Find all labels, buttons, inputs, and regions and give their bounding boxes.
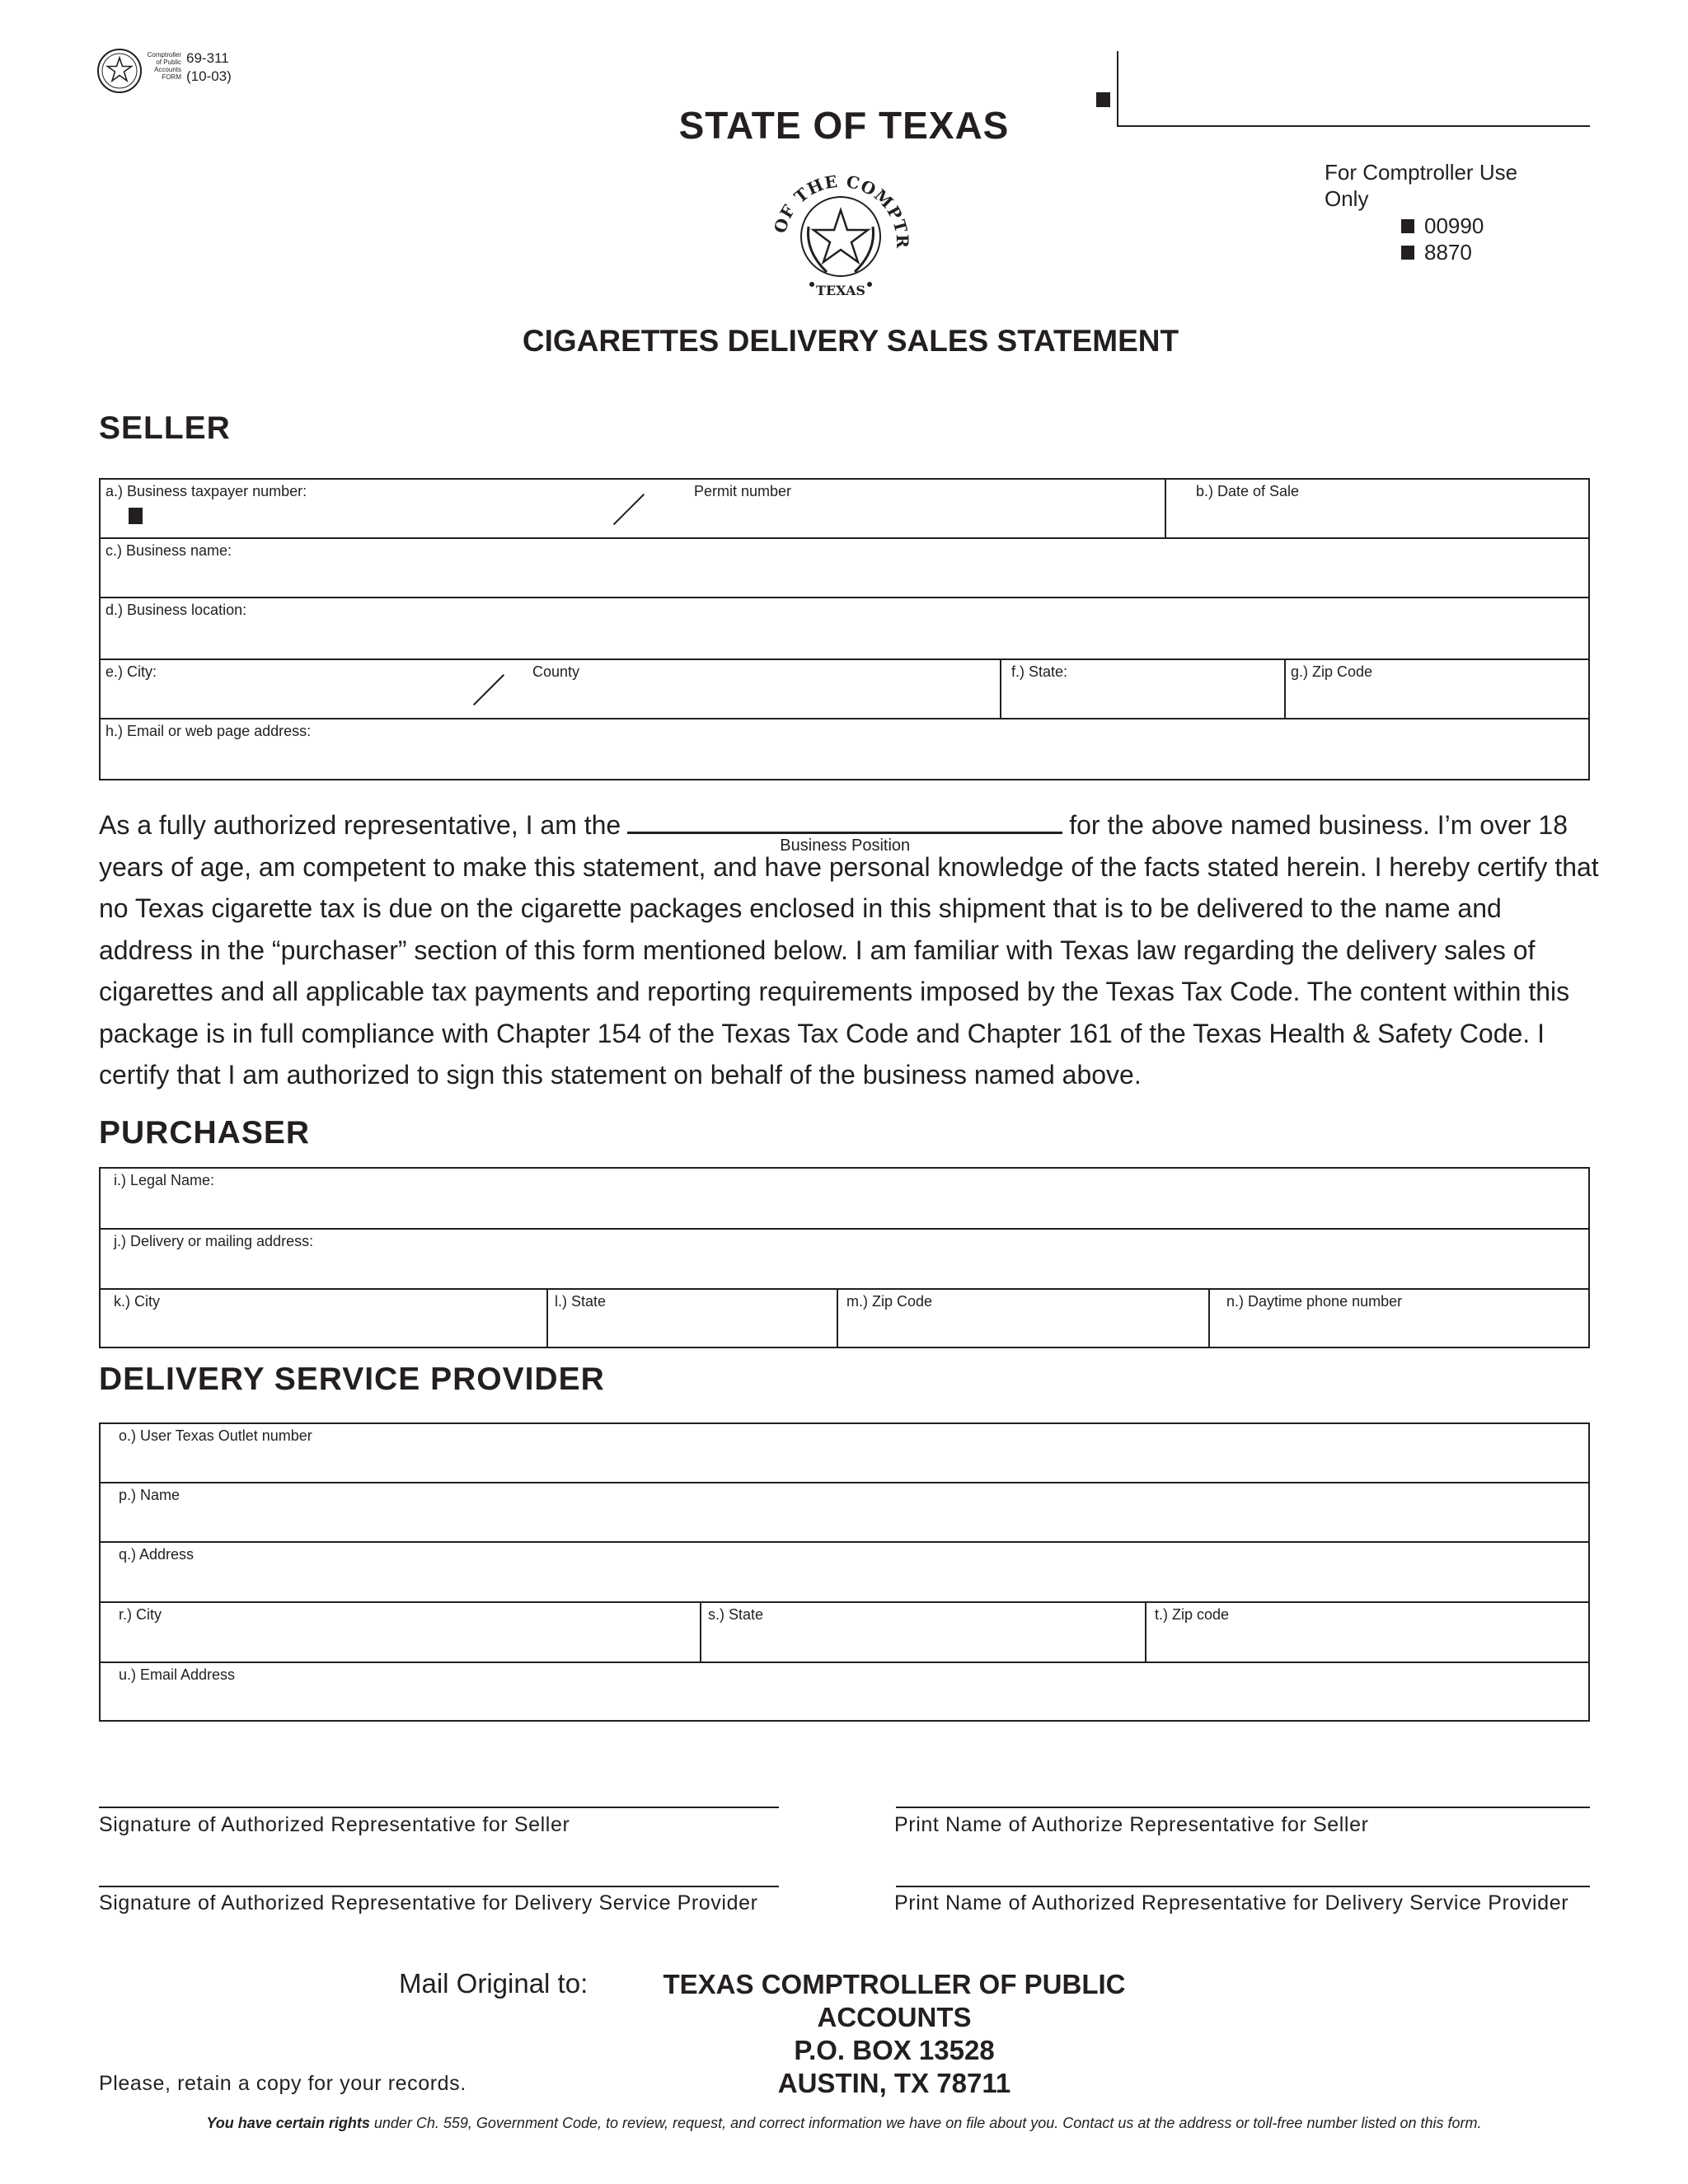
purchaser-state-field[interactable]	[548, 1290, 838, 1347]
registration-marker	[1096, 92, 1110, 107]
code-value: 8870	[1424, 240, 1472, 265]
retain-copy-note: Please, retain a copy for your records.	[99, 2072, 467, 2095]
logo-label	[142, 51, 181, 81]
form-revision: (10-03)	[186, 68, 232, 84]
code-value: 00990	[1424, 213, 1484, 238]
provider-form	[99, 1422, 1590, 1722]
daytime-phone-field[interactable]	[1210, 1290, 1588, 1347]
provider-print-name-label: Print Name of Authorized Representative for Delivery Service Provider	[894, 1891, 1569, 1915]
business-position-label: Business Position	[780, 837, 911, 855]
business-name-label: c.) Business name:	[106, 542, 232, 559]
delivery-address-label: j.) Delivery or mailing address:	[114, 1233, 314, 1249]
zip-code-label: t.) Zip code	[1155, 1606, 1230, 1623]
date-of-sale-label: b.) Date of Sale	[1196, 483, 1300, 499]
seal-text-top: OF THE COMPTR	[770, 171, 913, 250]
city-label: k.) City	[114, 1293, 160, 1310]
business-position-field[interactable]	[627, 809, 1062, 855]
business-name-field[interactable]	[101, 539, 1588, 598]
seller-zip-field[interactable]	[1286, 660, 1588, 719]
outlet-number-field[interactable]	[101, 1424, 1588, 1483]
logo-label-line: Comptroller	[147, 51, 181, 59]
purchaser-form	[99, 1167, 1590, 1348]
mail-original-label: Mail Original to:	[399, 1968, 588, 1999]
purchaser-zip-field[interactable]	[838, 1290, 1210, 1347]
provider-signature-label: Signature of Authorized Representative for Delivery Service Provider	[99, 1891, 758, 1915]
zip-code-label: m.) Zip Code	[846, 1293, 933, 1310]
seller-form	[99, 478, 1590, 780]
field-marker	[129, 508, 143, 524]
state-label: l.) State	[555, 1293, 607, 1310]
rights-bold-text: You have certain rights	[206, 2115, 370, 2131]
privacy-rights-notice	[0, 2115, 1688, 2132]
divider-slash	[473, 674, 504, 705]
seal-text-bottom: TEXAS	[816, 283, 865, 298]
seller-print-name-label: Print Name of Authorize Representative for Seller	[894, 1813, 1369, 1836]
seller-signature-label: Signature of Authorized Representative for Seller	[99, 1813, 570, 1836]
logo-label-line: FORM	[162, 73, 181, 81]
outlet-number-label: o.) User Texas Outlet number	[119, 1427, 312, 1444]
city-county-field[interactable]	[101, 660, 1001, 719]
taxpayer-permit-field[interactable]	[101, 480, 1166, 539]
statement-body: for the above named business. I’m over 18 years of age, am competent to make this statement, and have personal knowledge of the facts stated herein. I hereby certify that no Texas cigarette tax is due on the cigarette packages enclosed in this shipment that is to be delivered to the name and address in the “purchaser” section of this form mentioned below. I am familiar with Texas law regarding the delivery sales of cigarettes and all applicable tax payments and reporting requirements imposed by the Texas Tax Code. The content within this package is in full compliance with Chapter 154 of the Texas Tax Code and Chapter 161 of the Texas Health & Safety Code. I certify that I am authorized to sign this statement on behalf of the business named above.	[99, 810, 1599, 1090]
comptroller-code	[1401, 213, 1484, 239]
comptroller-seal	[762, 161, 919, 305]
logo-label-line: Accounts	[154, 66, 181, 73]
statement-lead: As a fully authorized representative, I am the	[99, 810, 621, 840]
seller-signature-line[interactable]	[99, 1807, 779, 1808]
provider-name-field[interactable]	[101, 1483, 1588, 1543]
provider-print-name-line[interactable]	[896, 1886, 1590, 1887]
star-icon	[814, 210, 868, 262]
provider-signature-line[interactable]	[99, 1886, 779, 1887]
comptroller-use-label: For Comptroller Use Only	[1325, 160, 1518, 211]
comptroller-code	[1401, 239, 1472, 265]
divider-slash	[613, 494, 645, 525]
legal-name-field[interactable]	[101, 1169, 1588, 1230]
provider-email-field[interactable]	[101, 1663, 1588, 1720]
address-line: AUSTIN, TX 78711	[777, 2068, 1011, 2098]
form-title: CIGARETTES DELIVERY SALES STATEMENT	[522, 324, 1179, 358]
form-number-block	[186, 49, 232, 86]
provider-section-title: DELIVERY SERVICE PROVIDER	[99, 1361, 605, 1397]
address-line: P.O. BOX 13528	[794, 2035, 995, 2065]
daytime-phone-label: n.) Daytime phone number	[1226, 1293, 1403, 1310]
provider-address-field[interactable]	[101, 1543, 1588, 1603]
business-location-field[interactable]	[101, 598, 1588, 660]
city-label: r.) City	[119, 1606, 162, 1623]
purchaser-section-title: PURCHASER	[99, 1115, 311, 1151]
legal-name-label: i.) Legal Name:	[114, 1172, 215, 1188]
code-marker	[1401, 219, 1414, 233]
business-location-label: d.) Business location:	[106, 602, 247, 618]
provider-state-field[interactable]	[701, 1603, 1146, 1663]
seller-state-field[interactable]	[1001, 660, 1286, 719]
seller-section-title: SELLER	[99, 410, 231, 446]
authorization-statement	[99, 804, 1599, 1096]
seller-print-name-line[interactable]	[896, 1807, 1590, 1808]
provider-name-label: p.) Name	[119, 1487, 181, 1503]
zip-code-label: g.) Zip Code	[1291, 663, 1373, 680]
provider-address-label: q.) Address	[119, 1546, 195, 1563]
comptroller-stamp-hline	[1118, 125, 1590, 127]
date-of-sale-field[interactable]	[1166, 480, 1588, 539]
county-label: County	[532, 663, 580, 680]
state-label: f.) State:	[1011, 663, 1068, 680]
form-number: 69-311	[186, 50, 229, 66]
email-web-label: h.) Email or web page address:	[106, 723, 312, 739]
email-web-field[interactable]	[101, 719, 1588, 779]
taxpayer-number-label: a.) Business taxpayer number:	[106, 483, 307, 499]
email-address-label: u.) Email Address	[119, 1666, 236, 1683]
city-label: e.) City:	[106, 663, 157, 680]
mailing-address	[618, 1968, 1170, 2100]
provider-city-field[interactable]	[101, 1603, 701, 1663]
logo-label-line: of Public	[156, 59, 181, 66]
permit-number-label: Permit number	[694, 483, 792, 499]
star-seal-icon	[99, 50, 140, 91]
purchaser-city-field[interactable]	[101, 1290, 548, 1347]
code-marker	[1401, 246, 1414, 260]
comptroller-stamp-vline	[1117, 51, 1118, 127]
address-line: TEXAS COMPTROLLER OF PUBLIC ACCOUNTS	[663, 1969, 1126, 2032]
state-title: STATE OF TEXAS	[678, 104, 1010, 147]
delivery-address-field[interactable]	[101, 1230, 1588, 1290]
comptroller-logo	[97, 49, 142, 93]
svg-text:OFFICE OF THE COMPTROLLER	[762, 161, 912, 249]
provider-zip-field[interactable]	[1146, 1603, 1588, 1663]
state-label: s.) State	[708, 1606, 764, 1623]
rights-text: under Ch. 559, Government Code, to review, request, and correct information we have on file about you. Contact us at the address or toll-free number listed on this form.	[369, 2115, 1482, 2131]
